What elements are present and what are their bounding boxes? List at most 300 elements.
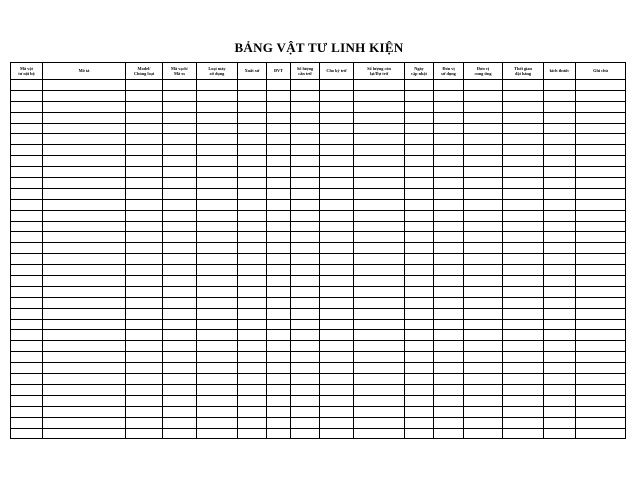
table-cell: [126, 188, 163, 199]
table-cell: [405, 232, 434, 243]
table-cell: [544, 254, 576, 265]
table-cell: [354, 417, 405, 428]
table-cell: [163, 80, 197, 91]
table-cell: [238, 221, 267, 232]
table-cell: [197, 90, 238, 101]
table-cell: [291, 308, 320, 319]
table-cell: [544, 167, 576, 178]
table-cell: [11, 374, 43, 385]
table-cell: [197, 188, 238, 199]
table-cell: [43, 276, 126, 287]
table-cell: [291, 384, 320, 395]
table-cell: [163, 112, 197, 123]
table-cell: [43, 112, 126, 123]
table-cell: [354, 243, 405, 254]
table-cell: [163, 156, 197, 167]
table-cell: [320, 319, 354, 330]
table-cell: [43, 395, 126, 406]
table-cell: [126, 145, 163, 156]
table-cell: [320, 395, 354, 406]
table-cell: [544, 319, 576, 330]
table-cell: [267, 167, 291, 178]
table-cell: [354, 395, 405, 406]
table-cell: [320, 341, 354, 352]
table-row: [11, 232, 626, 243]
table-cell: [320, 374, 354, 385]
table-cell: [267, 417, 291, 428]
table-cell: [238, 145, 267, 156]
table-cell: [464, 134, 503, 145]
table-cell: [503, 156, 544, 167]
column-header: Model/ Chủng loại: [126, 63, 163, 80]
table-cell: [544, 134, 576, 145]
table-cell: [197, 254, 238, 265]
column-header: Thời gian đặt hàng: [503, 63, 544, 80]
table-cell: [464, 90, 503, 101]
table-cell: [354, 330, 405, 341]
table-cell: [544, 178, 576, 189]
table-cell: [126, 112, 163, 123]
table-cell: [354, 167, 405, 178]
table-cell: [238, 330, 267, 341]
table-cell: [464, 232, 503, 243]
table-cell: [163, 384, 197, 395]
table-cell: [291, 363, 320, 374]
table-cell: [197, 221, 238, 232]
table-cell: [43, 308, 126, 319]
table-cell: [354, 221, 405, 232]
table-cell: [126, 341, 163, 352]
table-cell: [464, 297, 503, 308]
table-cell: [503, 319, 544, 330]
table-cell: [576, 406, 626, 417]
table-cell: [544, 123, 576, 134]
table-cell: [163, 330, 197, 341]
table-cell: [354, 319, 405, 330]
table-cell: [163, 221, 197, 232]
table-cell: [126, 428, 163, 439]
table-cell: [126, 80, 163, 91]
table-cell: [544, 384, 576, 395]
table-cell: [163, 90, 197, 101]
table-cell: [197, 363, 238, 374]
table-cell: [434, 210, 464, 221]
table-cell: [238, 265, 267, 276]
table-cell: [320, 384, 354, 395]
table-cell: [320, 101, 354, 112]
column-header: Ghi chú: [576, 63, 626, 80]
table-cell: [291, 156, 320, 167]
table-cell: [464, 428, 503, 439]
table-cell: [238, 101, 267, 112]
table-cell: [320, 80, 354, 91]
table-cell: [434, 199, 464, 210]
table-cell: [320, 123, 354, 134]
table-cell: [405, 199, 434, 210]
table-cell: [320, 276, 354, 287]
table-cell: [267, 319, 291, 330]
table-cell: [238, 341, 267, 352]
table-cell: [576, 80, 626, 91]
table-cell: [43, 265, 126, 276]
table-cell: [291, 330, 320, 341]
table-cell: [238, 254, 267, 265]
table-cell: [11, 90, 43, 101]
table-cell: [291, 243, 320, 254]
table-cell: [576, 308, 626, 319]
table-cell: [434, 297, 464, 308]
table-cell: [163, 210, 197, 221]
table-row: [11, 243, 626, 254]
table-cell: [320, 363, 354, 374]
table-cell: [197, 374, 238, 385]
table-cell: [434, 308, 464, 319]
column-header: Mã vạch/ Mã xs: [163, 63, 197, 80]
table-row: [11, 80, 626, 91]
table-cell: [43, 254, 126, 265]
table-cell: [434, 341, 464, 352]
table-row: [11, 374, 626, 385]
table-cell: [11, 112, 43, 123]
table-row: [11, 428, 626, 439]
table-cell: [503, 145, 544, 156]
table-cell: [405, 352, 434, 363]
column-header: Đơn vị sử dụng: [434, 63, 464, 80]
table-cell: [576, 210, 626, 221]
table-cell: [503, 123, 544, 134]
table-cell: [320, 297, 354, 308]
table-cell: [544, 417, 576, 428]
table-cell: [405, 243, 434, 254]
table-cell: [11, 352, 43, 363]
table-cell: [11, 417, 43, 428]
table-cell: [503, 80, 544, 91]
table-cell: [464, 308, 503, 319]
table-cell: [43, 101, 126, 112]
table-cell: [163, 167, 197, 178]
table-cell: [11, 297, 43, 308]
table-cell: [576, 145, 626, 156]
table-cell: [197, 406, 238, 417]
table-cell: [354, 101, 405, 112]
table-cell: [576, 112, 626, 123]
table-cell: [126, 374, 163, 385]
table-row: [11, 330, 626, 341]
table-cell: [576, 341, 626, 352]
table-cell: [197, 156, 238, 167]
table-cell: [197, 341, 238, 352]
table-cell: [291, 101, 320, 112]
table-cell: [126, 297, 163, 308]
table-row: [11, 395, 626, 406]
table-cell: [238, 308, 267, 319]
table-cell: [197, 145, 238, 156]
column-header: Cho kỳ trữ: [320, 63, 354, 80]
table-cell: [197, 199, 238, 210]
table-cell: [43, 384, 126, 395]
table-cell: [291, 112, 320, 123]
table-cell: [43, 178, 126, 189]
table-cell: [197, 167, 238, 178]
table-cell: [464, 243, 503, 254]
column-header: Số lượng còn lại/Dự trữ: [354, 63, 405, 80]
table-cell: [354, 352, 405, 363]
table-cell: [126, 384, 163, 395]
table-row: [11, 199, 626, 210]
table-cell: [163, 308, 197, 319]
table-cell: [464, 374, 503, 385]
table-cell: [354, 428, 405, 439]
table-cell: [126, 363, 163, 374]
table-cell: [405, 276, 434, 287]
table-cell: [11, 145, 43, 156]
table-cell: [544, 199, 576, 210]
table-row: [11, 286, 626, 297]
table-cell: [267, 80, 291, 91]
table-cell: [238, 319, 267, 330]
table-cell: [464, 352, 503, 363]
column-header: Loại máy sử dụng: [197, 63, 238, 80]
table-cell: [126, 319, 163, 330]
table-cell: [163, 341, 197, 352]
table-cell: [503, 167, 544, 178]
table-cell: [11, 363, 43, 374]
table-row: [11, 254, 626, 265]
table-cell: [320, 406, 354, 417]
table-cell: [576, 134, 626, 145]
table-cell: [320, 308, 354, 319]
table-cell: [43, 406, 126, 417]
table-cell: [291, 428, 320, 439]
table-cell: [43, 363, 126, 374]
table-cell: [544, 221, 576, 232]
table-cell: [197, 330, 238, 341]
table-cell: [434, 395, 464, 406]
table-cell: [267, 101, 291, 112]
table-cell: [354, 90, 405, 101]
table-cell: [544, 80, 576, 91]
table-cell: [434, 319, 464, 330]
table-cell: [267, 90, 291, 101]
table-cell: [291, 134, 320, 145]
table-cell: [320, 90, 354, 101]
table-cell: [267, 406, 291, 417]
table-cell: [267, 395, 291, 406]
table-cell: [267, 308, 291, 319]
table-cell: [576, 199, 626, 210]
table-cell: [576, 384, 626, 395]
table-cell: [126, 210, 163, 221]
table-cell: [43, 199, 126, 210]
table-cell: [503, 221, 544, 232]
table-cell: [238, 406, 267, 417]
table-cell: [354, 297, 405, 308]
table-cell: [434, 406, 464, 417]
table-cell: [434, 374, 464, 385]
table-cell: [354, 80, 405, 91]
table-cell: [576, 286, 626, 297]
table-cell: [464, 363, 503, 374]
table-cell: [43, 167, 126, 178]
table-cell: [267, 210, 291, 221]
table-cell: [503, 188, 544, 199]
table-cell: [291, 276, 320, 287]
table-cell: [126, 276, 163, 287]
table-cell: [238, 178, 267, 189]
table-cell: [197, 384, 238, 395]
table-cell: [43, 352, 126, 363]
table-cell: [291, 286, 320, 297]
table-cell: [576, 363, 626, 374]
table-cell: [544, 297, 576, 308]
table-cell: [544, 276, 576, 287]
table-cell: [43, 232, 126, 243]
table-cell: [238, 384, 267, 395]
table-cell: [544, 330, 576, 341]
column-header: Mã vật tư nội bộ: [11, 63, 43, 80]
table-cell: [43, 145, 126, 156]
table-cell: [320, 199, 354, 210]
table-cell: [163, 254, 197, 265]
table-row: [11, 156, 626, 167]
table-cell: [405, 428, 434, 439]
table-cell: [238, 428, 267, 439]
table-cell: [464, 178, 503, 189]
table-cell: [11, 330, 43, 341]
table-cell: [197, 265, 238, 276]
table-cell: [197, 286, 238, 297]
table-cell: [544, 156, 576, 167]
table-cell: [126, 308, 163, 319]
table-cell: [267, 363, 291, 374]
table-cell: [576, 319, 626, 330]
table-cell: [320, 243, 354, 254]
table-cell: [43, 123, 126, 134]
table-cell: [464, 265, 503, 276]
table-cell: [354, 363, 405, 374]
table-cell: [126, 156, 163, 167]
table-cell: [163, 188, 197, 199]
table-cell: [43, 90, 126, 101]
table-cell: [291, 199, 320, 210]
table-row: [11, 384, 626, 395]
table-cell: [267, 134, 291, 145]
table-cell: [354, 374, 405, 385]
table-cell: [11, 101, 43, 112]
table-cell: [354, 341, 405, 352]
table-cell: [197, 101, 238, 112]
table-cell: [434, 352, 464, 363]
table-cell: [434, 90, 464, 101]
column-header: Đơn vị cung ứng: [464, 63, 503, 80]
table-cell: [503, 265, 544, 276]
table-cell: [126, 265, 163, 276]
table-cell: [354, 406, 405, 417]
table-cell: [503, 254, 544, 265]
table-cell: [544, 90, 576, 101]
table-cell: [43, 428, 126, 439]
table-row: [11, 123, 626, 134]
table-cell: [11, 156, 43, 167]
table-cell: [503, 276, 544, 287]
table-cell: [267, 145, 291, 156]
table-cell: [544, 145, 576, 156]
table-cell: [405, 406, 434, 417]
table-cell: [464, 199, 503, 210]
table-cell: [11, 319, 43, 330]
table-cell: [503, 112, 544, 123]
table-cell: [43, 134, 126, 145]
table-cell: [267, 243, 291, 254]
table-row: [11, 210, 626, 221]
table-cell: [267, 297, 291, 308]
table-cell: [163, 276, 197, 287]
table-cell: [354, 112, 405, 123]
table-cell: [503, 417, 544, 428]
table-cell: [576, 90, 626, 101]
table-row: [11, 101, 626, 112]
table-cell: [544, 308, 576, 319]
table-cell: [464, 395, 503, 406]
table-cell: [464, 80, 503, 91]
table-cell: [238, 167, 267, 178]
table-cell: [163, 417, 197, 428]
table-cell: [464, 384, 503, 395]
table-cell: [11, 286, 43, 297]
column-header: kích thước: [544, 63, 576, 80]
table-cell: [267, 254, 291, 265]
table-cell: [464, 145, 503, 156]
table-row: [11, 112, 626, 123]
table-cell: [11, 199, 43, 210]
table-cell: [405, 297, 434, 308]
table-cell: [267, 428, 291, 439]
table-cell: [238, 210, 267, 221]
table-cell: [267, 156, 291, 167]
table-cell: [291, 417, 320, 428]
table-cell: [238, 112, 267, 123]
table-cell: [544, 286, 576, 297]
table-cell: [291, 265, 320, 276]
table-cell: [11, 221, 43, 232]
column-header: Ngày cập nhật: [405, 63, 434, 80]
table-cell: [238, 80, 267, 91]
table-cell: [405, 145, 434, 156]
table-cell: [434, 254, 464, 265]
table-cell: [267, 112, 291, 123]
table-cell: [197, 417, 238, 428]
table-cell: [291, 232, 320, 243]
table-cell: [503, 243, 544, 254]
table-cell: [11, 341, 43, 352]
table-cell: [405, 167, 434, 178]
table-cell: [197, 112, 238, 123]
table-cell: [405, 254, 434, 265]
table-cell: [197, 232, 238, 243]
table-cell: [544, 352, 576, 363]
table-cell: [576, 188, 626, 199]
table-cell: [354, 123, 405, 134]
table-cell: [544, 374, 576, 385]
table-cell: [267, 352, 291, 363]
table-cell: [320, 330, 354, 341]
table-cell: [291, 123, 320, 134]
table-cell: [320, 167, 354, 178]
table-cell: [503, 178, 544, 189]
table-cell: [238, 417, 267, 428]
table-cell: [163, 232, 197, 243]
table-cell: [43, 297, 126, 308]
